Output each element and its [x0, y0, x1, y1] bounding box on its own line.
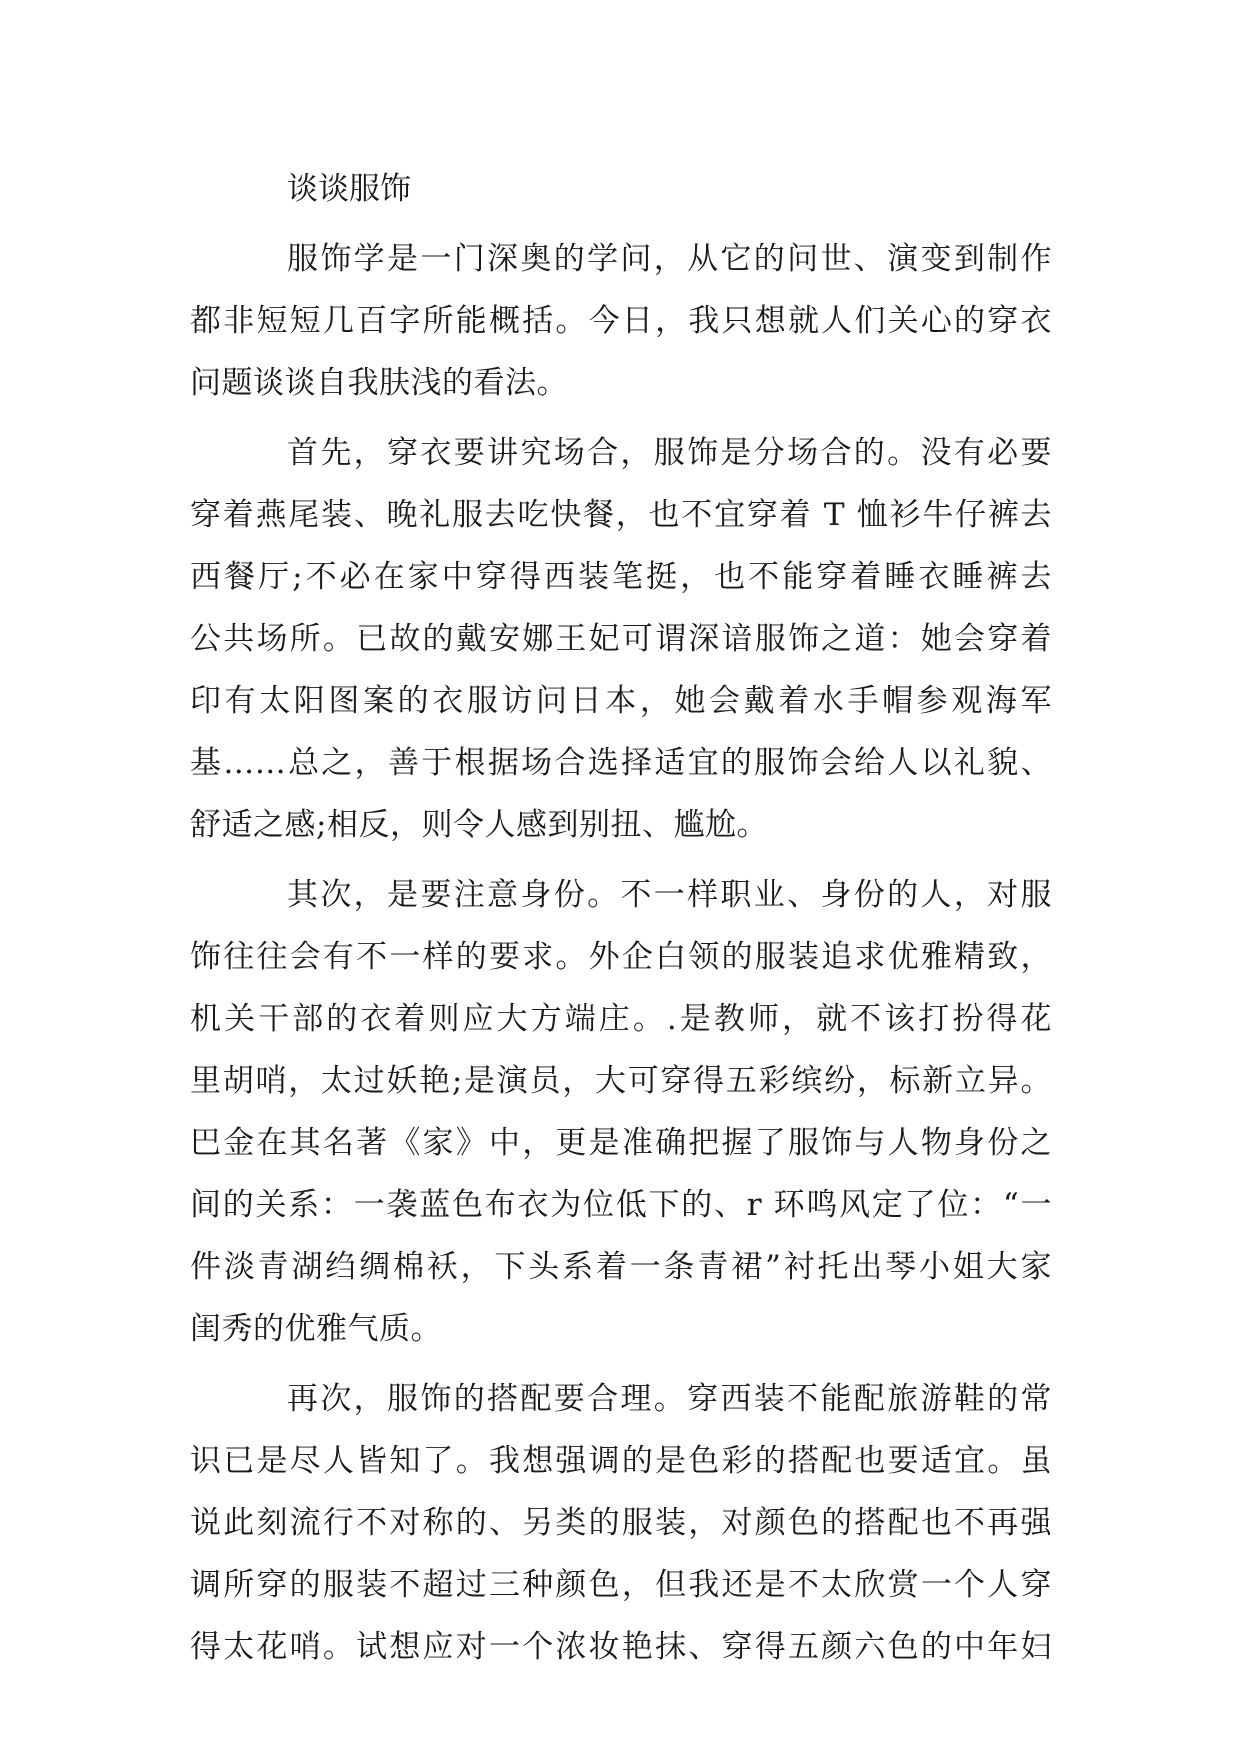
paragraph-line: 说此刻流行不对称的、另类的服装，对颜色的搭配也不再强: [190, 1505, 1052, 1541]
paragraph-line: 识已是尽人皆知了。我想强调的是色彩的搭配也要适宜。虽: [190, 1443, 1052, 1479]
paragraph-line: 穿着燕尾装、晚礼服去吃快餐，也不宜穿着 T 恤衫牛仔裤去: [190, 497, 1052, 533]
paragraph-line: 间的关系：一袭蓝色布衣为位低下的、r 环鸣风定了位：“一: [190, 1187, 1052, 1223]
paragraph-line: 件淡青湖绉绸棉袄，下头系着一条青裙”衬托出琴小姐大家: [190, 1249, 1052, 1285]
paragraph-3: [190, 864, 1052, 1360]
paragraph-line: 其次，是要注意身份。不一样职业、身份的人，对服: [287, 877, 1052, 913]
paragraph-line: 再次，服饰的搭配要合理。穿西装不能配旅游鞋的常: [287, 1381, 1052, 1417]
paragraph-line: 首先，穿衣要讲究场合，服饰是分场合的。没有必要: [287, 435, 1052, 471]
paragraph-line: 印有太阳图案的衣服访问日本，她会戴着水手帽参观海军: [190, 683, 1052, 719]
paragraph-line: 西餐厅;不必在家中穿得西装笔挺，也不能穿着睡衣睡裤去: [190, 559, 1052, 595]
document-page: [190, 158, 1052, 1678]
paragraph-1: [190, 228, 1052, 414]
paragraph-line: 都非短短几百字所能概括。今日，我只想就人们关心的穿衣: [190, 303, 1052, 339]
paragraph-line: 调所穿的服装不超过三种颜色，但我还是不太欣赏一个人穿: [190, 1567, 1052, 1603]
paragraph-line: 机关干部的衣着则应大方端庄。.是教师，就不该打扮得花: [190, 1001, 1052, 1037]
paragraph-2: [190, 422, 1052, 856]
paragraph-4: [190, 1368, 1052, 1678]
paragraph-line: 得太花哨。试想应对一个浓妆艳抹、穿得五颜六色的中年妇: [190, 1629, 1052, 1665]
paragraph-line: 舒适之感;相反，则令人感到别扭、尴尬。: [190, 807, 768, 843]
paragraph-line: 闺秀的优雅气质。: [190, 1311, 442, 1347]
document-title: 谈谈服饰: [287, 171, 411, 207]
paragraph-line: 巴金在其名著《家》中，更是准确把握了服饰与人物身份之: [190, 1125, 1052, 1161]
paragraph-line: 里胡哨，太过妖艳;是演员，大可穿得五彩缤纷，标新立异。: [190, 1063, 1052, 1099]
paragraph-line: 饰往往会有不一样的要求。外企白领的服装追求优雅精致，: [190, 939, 1052, 975]
paragraph-line: 服饰学是一门深奥的学问，从它的问世、演变到制作: [287, 241, 1052, 277]
paragraph-line: 基……总之，善于根据场合选择适宜的服饰会给人以礼貌、: [190, 745, 1052, 781]
paragraph-line: 问题谈谈自我肤浅的看法。: [190, 365, 568, 401]
paragraph-line: 公共场所。已故的戴安娜王妃可谓深谙服饰之道：她会穿着: [190, 621, 1052, 657]
